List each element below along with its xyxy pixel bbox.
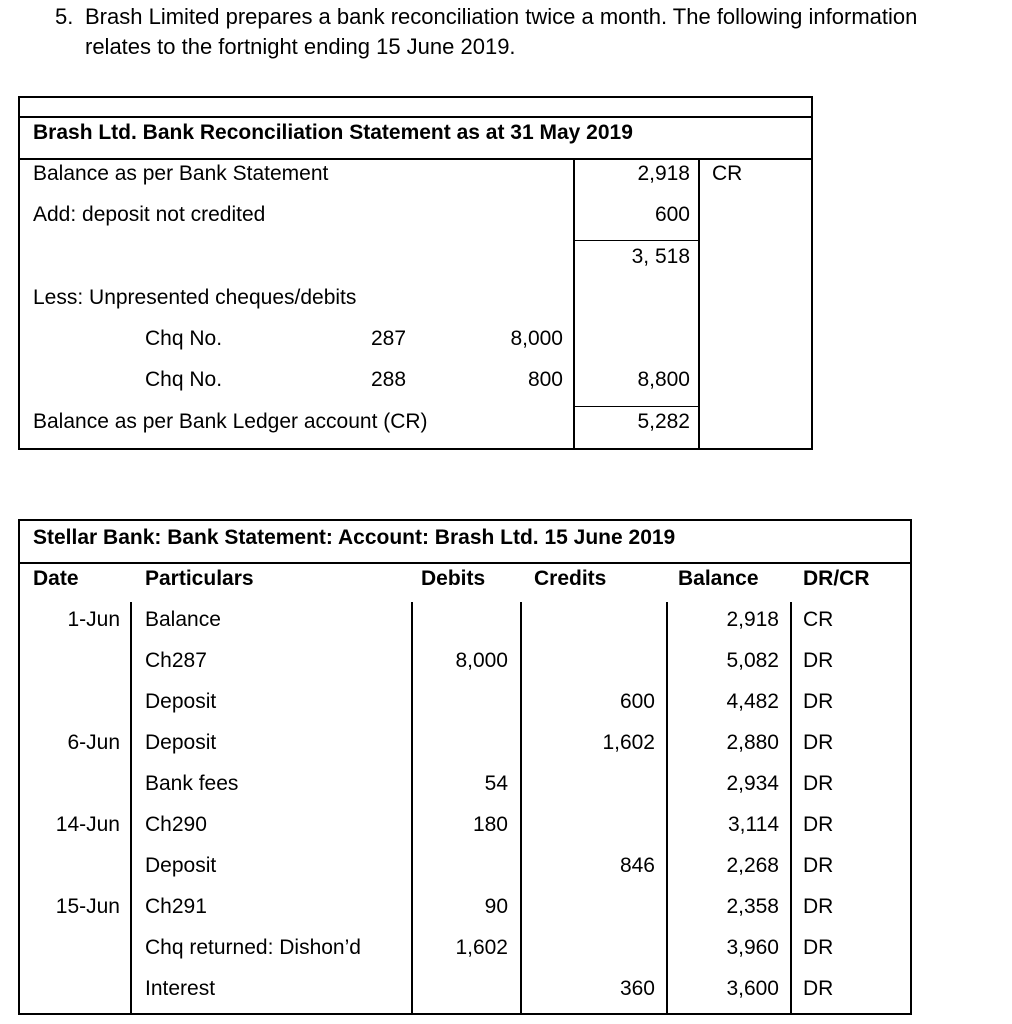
deposit-label: Add: deposit not credited: [33, 203, 266, 226]
reconciliation-title: Brash Ltd. Bank Reconciliation Statement as at 31 May 2019: [33, 121, 633, 144]
row-particulars: Balance: [145, 608, 221, 631]
divider: [20, 158, 811, 160]
row-drcr: DR: [803, 977, 834, 1000]
row-drcr: DR: [803, 690, 834, 713]
row-particulars: Ch290: [145, 813, 207, 836]
row-particulars: Ch287: [145, 649, 207, 672]
divider: [130, 602, 132, 1015]
question-line-2: relates to the fortnight ending 15 June 2019.: [85, 34, 516, 59]
row-debit: 8,000: [455, 649, 508, 672]
divider: [520, 602, 522, 1015]
question-number: 5.: [55, 4, 74, 29]
row-balance: 2,358: [726, 895, 779, 918]
row-balance: 3,960: [726, 936, 779, 959]
divider: [20, 116, 811, 118]
statement-title: Stellar Bank: Bank Statement: Account: Brash Ltd. 15 June 2019: [33, 526, 676, 549]
chq288-label: Chq No.: [145, 368, 223, 391]
subtotal-rule: [574, 240, 698, 241]
row-balance: 2,934: [726, 772, 779, 795]
row-balance: 2,268: [726, 854, 779, 877]
chq288-number: 288: [371, 368, 407, 391]
chq287-label: Chq No.: [145, 327, 223, 350]
balance-ledger-label: Balance as per Bank Ledger account (CR): [33, 410, 428, 433]
subtotal-amount: 3, 518: [631, 245, 690, 268]
row-debit: 1,602: [455, 936, 508, 959]
row-drcr: DR: [803, 731, 834, 754]
row-drcr: DR: [803, 772, 834, 795]
header-drcr: DR/CR: [803, 567, 870, 590]
row-particulars: Interest: [145, 977, 216, 1000]
row-credit: 1,602: [602, 731, 655, 754]
row-particulars: Bank fees: [145, 772, 239, 795]
header-credits: Credits: [534, 567, 607, 590]
row-debit: 180: [472, 813, 508, 836]
row-debit: 90: [484, 895, 508, 918]
total-rule: [574, 406, 698, 407]
row-particulars: Deposit: [145, 690, 217, 713]
question-line-1: Brash Limited prepares a bank reconciliation twice a month. The following information: [85, 4, 918, 29]
row-drcr: DR: [803, 813, 834, 836]
row-date: 1-Jun: [67, 608, 120, 631]
chq287-value: 8,000: [510, 327, 563, 350]
unpresented-total: 8,800: [637, 368, 690, 391]
divider: [666, 602, 668, 1015]
row-balance: 2,918: [726, 608, 779, 631]
divider: [411, 602, 413, 1015]
balance-bank-amount: 2,918: [637, 162, 690, 185]
header-particulars: Particulars: [145, 567, 254, 590]
row-balance: 5,082: [726, 649, 779, 672]
row-date: 14-Jun: [55, 813, 120, 836]
deposit-amount: 600: [654, 203, 690, 226]
divider: [20, 562, 910, 564]
row-particulars: Ch291: [145, 895, 207, 918]
divider: [790, 602, 792, 1015]
row-drcr: DR: [803, 854, 834, 877]
balance-bank-label: Balance as per Bank Statement: [33, 162, 329, 185]
row-balance: 3,114: [728, 813, 779, 836]
chq287-number: 287: [371, 327, 407, 350]
row-particulars: Deposit: [145, 854, 217, 877]
row-credit: 360: [619, 977, 655, 1000]
row-debit: 54: [484, 772, 508, 795]
row-credit: 846: [619, 854, 655, 877]
bank-statement-table: [18, 519, 912, 1015]
row-drcr: DR: [803, 936, 834, 959]
row-particulars: Chq returned: Dishon’d: [145, 936, 361, 959]
row-balance: 2,880: [726, 731, 779, 754]
balance-ledger-amount: 5,282: [637, 410, 690, 433]
reconciliation-table: [18, 96, 813, 450]
header-date: Date: [33, 567, 79, 590]
header-balance: Balance: [678, 567, 759, 590]
divider: [698, 159, 700, 450]
row-drcr: CR: [803, 608, 834, 631]
chq288-value: 800: [527, 368, 563, 391]
row-date: 6-Jun: [67, 731, 120, 754]
row-balance: 3,600: [726, 977, 779, 1000]
less-label: Less: Unpresented cheques/debits: [33, 286, 357, 309]
row-credit: 600: [619, 690, 655, 713]
balance-bank-note: CR: [712, 162, 743, 185]
row-date: 15-Jun: [55, 895, 120, 918]
row-drcr: DR: [803, 649, 834, 672]
row-drcr: DR: [803, 895, 834, 918]
row-balance: 4,482: [726, 690, 779, 713]
row-particulars: Deposit: [145, 731, 217, 754]
header-debits: Debits: [421, 567, 486, 590]
